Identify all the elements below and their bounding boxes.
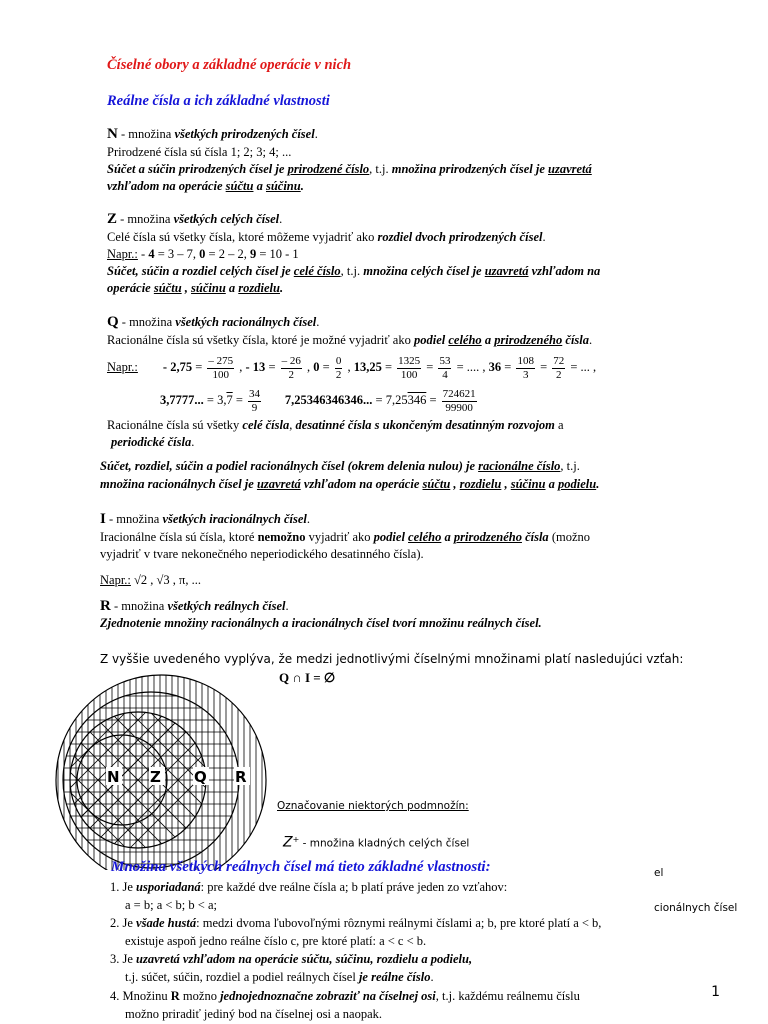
subset-fragment-1: el [654,867,664,879]
fraction: $\frac{34}{9}$ [249,387,260,414]
fraction: $\frac{72}{2}$ [553,354,565,381]
q-line-3: Racionálne čísla sú všetky celé čísla, desatinné čísla s ukončeným desatinným rozvojom a [107,418,564,432]
n-line-3: vzhľadom na operácie súčtu a súčinu. [107,179,304,193]
q-closure-2: množina racionálnych čísel je uzavretá vzhľadom na operácie súčtu , rozdielu , súčinu a podielu. [100,477,600,491]
z-label: Z [150,768,161,786]
fraction: $\frac{108}{3}$ [517,354,534,381]
q-closure-1: Súčet, rozdiel, súčin a podiel racionálnych čísel (okrem delenia nulou) je racionálne číslo, t.j. [100,459,580,473]
q-examples-row-2: 3,7777... = 3,7 = $\frac{34}{9}$ 7,25346346346... = 7,25346 = $\frac{724621}{99900}$ [160,387,476,414]
subsets-heading: Označovanie niektorých podmnožín: [277,800,469,812]
subset-fragment-2: cionálnych čísel [654,902,738,914]
property-1-detail: a = b; a < b; b < a; [125,898,217,912]
fraction: $\frac{53}{4}$ [439,354,451,381]
page-number: 1 [711,984,720,1000]
fraction: $\frac{1325}{100}$ [398,354,421,381]
z-line-3: Súčet, súčin a rozdiel celých čísel je celé číslo, t.j. množina celých čísel je uzavretá vzhľadom na [107,264,601,278]
z-definition: Z - množina všetkých celých čísel. [107,211,283,227]
z-line-1: Celé čísla sú všetky čísla, ktoré môžeme vyjadriť ako rozdiel dvoch prirodzených čísel. [107,230,546,244]
q-label: Q [194,768,207,786]
fraction: $\frac{- 26}{2}$ [281,354,301,381]
z-example: Napr.: - 4 = 3 – 7, 0 = 2 – 2, 9 = 10 - 1 [107,247,299,261]
relation-formula: Q ∩ I = ∅ [279,670,336,685]
relation-text: Z vyššie uvedeného vyplýva, že medzi jednotlivými číselnými množinami platí nasledujúci vzťah: [100,652,684,666]
properties-heading: Množina všetkých reálnych čísel má tieto základné vlastnosti: [111,859,491,875]
q-line-4: periodické čísla. [111,435,195,449]
n-line-2: Súčet a súčin prirodzených čísel je prirodzené číslo, t.j. množina prirodzených čísel je uzavretá [107,162,592,176]
property-3-detail: t.j. súčet, súčin, rozdiel a podiel reálnych čísel je reálne číslo. [125,970,434,984]
z-line-4: operácie súčtu , súčinu a rozdielu. [107,281,284,295]
section-subtitle: Reálne čísla a ich základné vlastnosti [107,93,330,109]
property-4-detail: možno priradiť jediný bod na číselnej osi a naopak. [125,1007,383,1021]
n-line-1: Prirodzené čísla sú čísla 1; 2; 3; 4; ... [107,145,292,159]
i-line-1: Iracionálne čísla sú čísla, ktoré nemožno vyjadriť ako podiel celého a prirodzeného čísla (možno [100,530,590,544]
property-2-detail: existuje aspoň jedno reálne číslo c, pre ktoré platí: a < c < b. [125,934,427,948]
fraction: $\frac{724621}{99900}$ [442,387,476,414]
page-title: Číselné obory a základné operácie v nich [107,57,352,73]
fraction: $\frac{- 275}{100}$ [208,354,234,381]
fraction: $\frac{0}{2}$ [335,354,342,381]
q-examples-row-1: Napr.: - 2,75 = $\frac{- 275}{100}$ , - 13 = $\frac{- 26}{2}$ , 0 = $\frac{0}{2}$ , 13,25 = $\frac{1325}{100}$ = $\frac{53}{4}$ = .... , 36 = $\frac{108}{3}$ = $\frac{72}{2}$ = ... , [107,354,597,381]
subset-z-plus: Z+ - množina kladných celých čísel [283,834,470,851]
number-sets-diagram [48,670,274,870]
property-1: 1. Je usporiadaná: pre každé dve reálne čísla a; b platí práve jeden zo vzťahov: [110,880,508,894]
r-line-1: Zjednotenie množiny racionálnych a iracionálnych čísel tvorí množinu reálnych čísel. [100,616,542,630]
q-definition: Q - množina všetkých racionálnych čísel. [107,314,320,330]
i-definition: I - množina všetkých iracionálnych čísel. [100,511,310,527]
property-4: 4. Množinu R možno jednojednoznačne zobraziť na číselnej osi, t.j. každému reálnemu číslu [110,989,580,1003]
i-example: Napr.: √2 , √3 , π, ... [100,573,201,587]
property-2: 2. Je všade hustá: medzi dvoma ľubovoľnými rôznymi reálnymi číslami a; b, pre ktoré platí a < b, [110,916,602,930]
i-line-2: vyjadriť v tvare nekonečného neperiodického desatinného čísla). [100,547,424,561]
q-line-1: Racionálne čísla sú všetky čísla, ktoré je možné vyjadriť ako podiel celého a prirodzeného čísla. [107,333,593,347]
property-3: 3. Je uzavretá vzhľadom na operácie súčtu, súčinu, rozdielu a podielu, [110,952,473,966]
n-label: N [107,768,120,786]
r-definition: R - množina všetkých reálnych čísel. [100,598,289,614]
r-label: R [235,768,247,786]
n-definition: N - množina všetkých prirodzených čísel. [107,126,318,142]
